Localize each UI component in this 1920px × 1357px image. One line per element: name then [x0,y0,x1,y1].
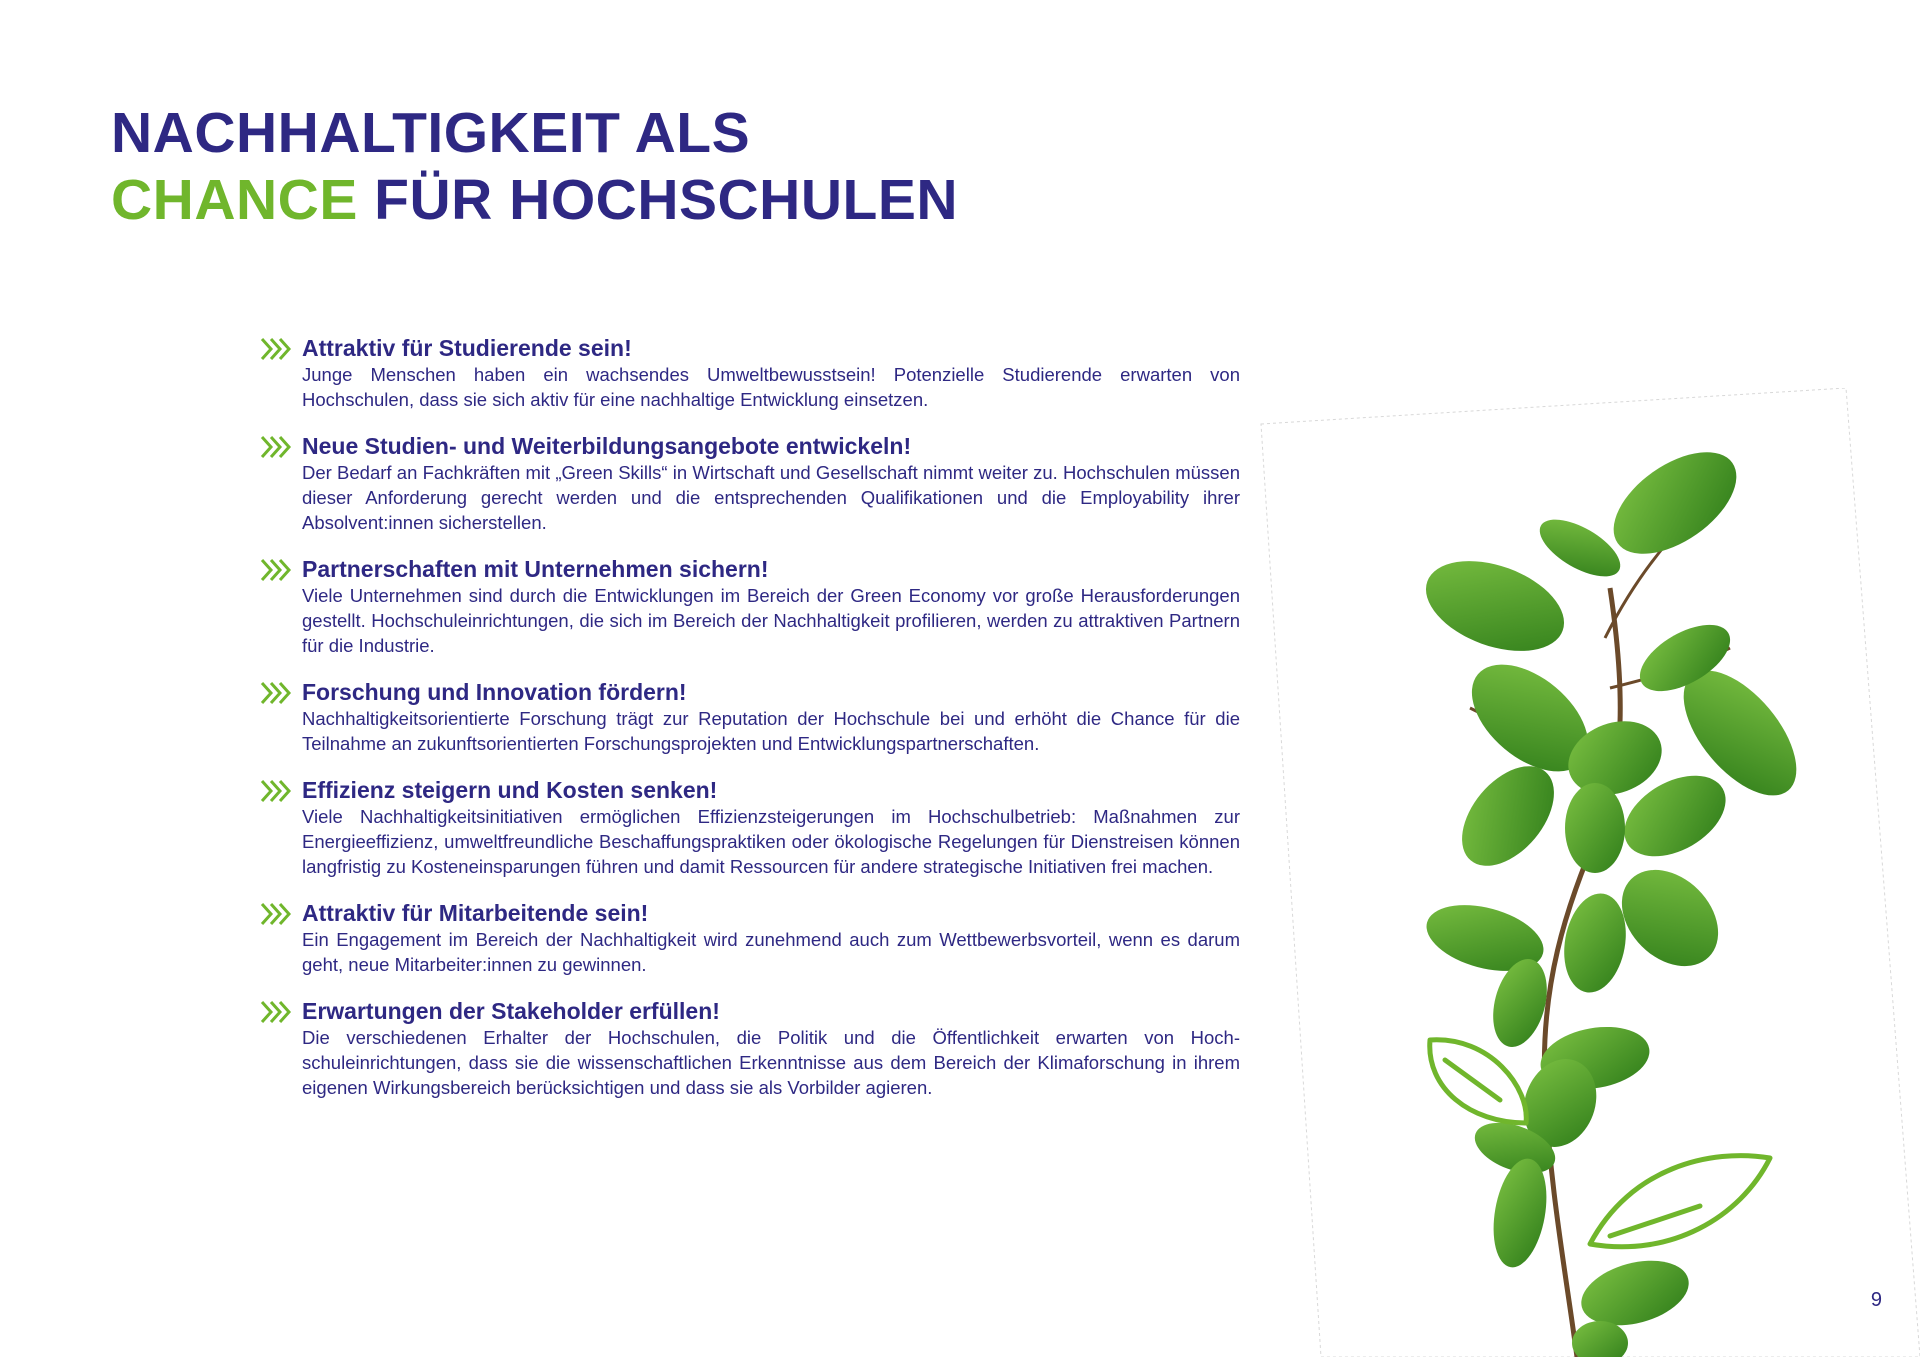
double-chevron-icon [260,902,292,926]
item-body: Junge Menschen haben ein wachsendes Umweltbewusstsein! Potenzielle Studierende erwarten von Hochschulen, dass sie sich aktiv für eine nachhaltige Entwicklung einsetzen. [302,364,1240,410]
item-body: Die verschiedenen Erhalter der Hochschulen, die Politik und die Öffentlichkeit erwarten von Hochschuleinrichtungen, dass sie die wissenschaftlichen Erkenntnisse aus dem Bereich der Klimaforschung in ihrem eigenen Wirkungsbereich berücksichtigen und dass sie als Vorbilder agieren. [302,1027,1240,1098]
benefits-list [260,334,1240,1120]
double-chevron-icon [260,558,292,582]
double-chevron-icon [260,681,292,705]
title-line-2-rest: FÜR HOCHSCHULEN [357,168,958,232]
list-item [260,334,1240,412]
double-chevron-icon [260,435,292,459]
list-item [260,776,1240,879]
list-item [260,555,1240,658]
item-body: Der Bedarf an Fachkräften mit „Green Skills“ in Wirtschaft und Gesellschaft nimmt weiter zu. Hochschulen müssen dieser Anforderung gerecht werden und die entsprechenden Qualifikationen und die Employability ihrer Absolvent:innen sicherstellen. [302,462,1240,533]
list-item [260,432,1240,535]
item-body: Nachhaltigkeitsorientierte Forschung trägt zur Reputation der Hochschule bei und erhöht die Chance für die Teilnahme an zukunftsorientierten Forschungsprojekten und Entwicklungspartnerschaften. [302,708,1240,754]
double-chevron-icon [260,1000,292,1024]
item-body: Viele Unternehmen sind durch die Entwicklungen im Bereich der Green Economy vor große Herausforderungen gestellt. Hochschuleinrichtungen, die sich im Bereich der Nachhaltigkeit profilieren, werden zu attraktiven Partnern für die Industrie. [302,585,1240,656]
leaf [1565,783,1625,873]
item-body: Ein Engagement im Bereich der Nachhaltigkeit wird zunehmend auch zum Wettbewerbsvorteil, wenn es darum geht, neue Mitarbeiter:innen zu gewinnen. [302,929,1240,975]
page-title [111,100,958,234]
item-heading: Effizienz steigern und Kosten senken! [302,777,718,803]
title-line-1: NACHHALTIGKEIT ALS [111,101,751,165]
item-heading: Forschung und Innovation fördern! [302,679,687,705]
list-item [260,678,1240,756]
item-heading: Partnerschaften mit Unternehmen sichern! [302,556,769,582]
item-heading: Attraktiv für Studierende sein! [302,335,632,361]
double-chevron-icon [260,779,292,803]
plant-illustration [1250,388,1920,1357]
item-heading: Erwartungen der Stakeholder erfüllen! [302,998,720,1024]
page-number: 9 [1870,1289,1882,1311]
double-chevron-icon [260,337,292,361]
list-item [260,997,1240,1100]
item-heading: Attraktiv für Mitarbeitende sein! [302,900,649,926]
list-item [260,899,1240,977]
title-accent-word: CHANCE [111,168,358,232]
item-heading: Neue Studien- und Weiterbildungsangebote entwickeln! [302,433,912,459]
item-body: Viele Nachhaltigkeitsinitiativen ermöglichen Effizienzsteigerungen im Hochschulbetrieb: Maßnahmen zur Energieeffizienz, umweltfreundliche Beschaffungspraktiken oder ökologische Regelungen für Dienstreisen können langfristig zu Kosteneinsparungen führen und damit Ressourcen für andere strategische Initiativen frei machen. [302,806,1240,877]
